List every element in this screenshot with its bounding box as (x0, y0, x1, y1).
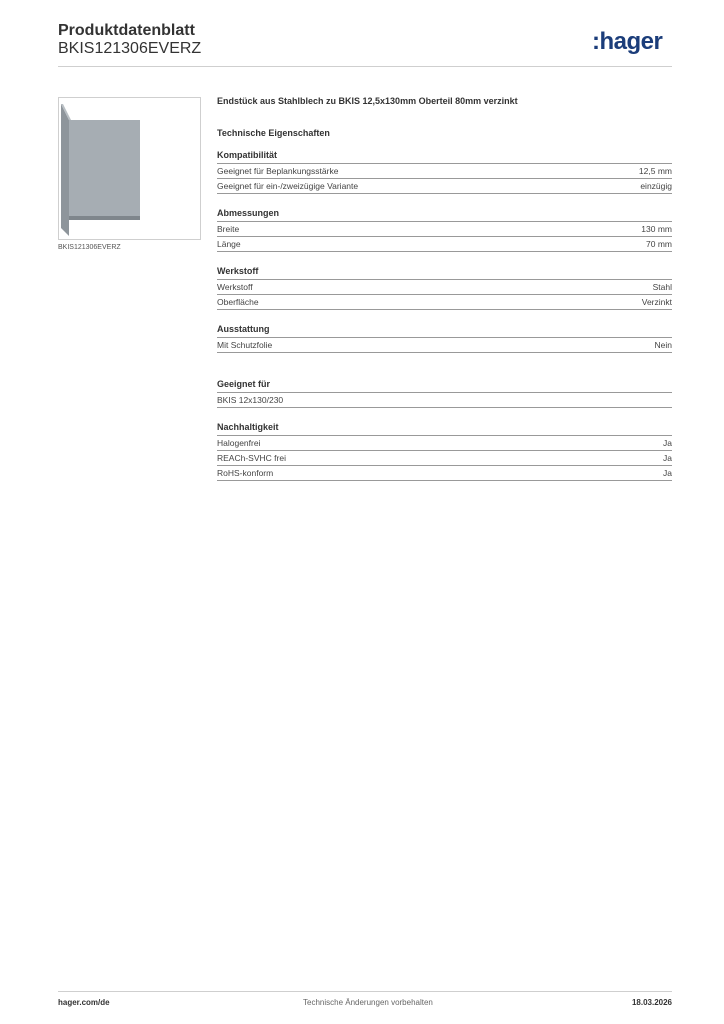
spec-row (217, 393, 672, 408)
spec-value: 12,5 mm (638, 166, 672, 176)
spec-label: Halogenfrei (217, 438, 261, 448)
spec-value: Stahl (652, 282, 672, 292)
spec-label: Breite (217, 224, 240, 234)
section-geeignet-fuer (217, 379, 672, 408)
product-side-face (61, 104, 69, 236)
spec-label: Mit Schutzfolie (217, 340, 273, 350)
section-title: Abmessungen (217, 208, 672, 222)
spec-value: Verzinkt (641, 297, 672, 307)
spec-row (217, 466, 672, 481)
spec-label: Geeignet für ein-/zweizügige Variante (217, 181, 359, 191)
footer-website[interactable]: hager.com/de (58, 998, 110, 1007)
spec-label: REACh-SVHC frei (217, 453, 286, 463)
spec-label: Werkstoff (217, 282, 253, 292)
spec-label: Geeignet für Beplankungsstärke (217, 166, 339, 176)
spec-value: einzügig (640, 181, 672, 191)
spec-row (217, 295, 672, 310)
spec-value: Ja (663, 453, 672, 463)
hager-logo: :hager (592, 28, 663, 55)
section-kompatibilitaet (217, 150, 672, 194)
product-front-face (69, 120, 140, 216)
footer-notice: Technische Änderungen vorbehalten (303, 998, 433, 1007)
section-werkstoff (217, 266, 672, 310)
spec-row (217, 179, 672, 194)
product-details (217, 96, 672, 495)
page-title: Produktdatenblatt (58, 22, 195, 39)
product-code: BKIS121306EVERZ (58, 40, 202, 57)
spec-row (217, 451, 672, 466)
footer-divider (58, 991, 672, 992)
spec-row (217, 338, 672, 353)
spec-row (217, 436, 672, 451)
section-title: Werkstoff (217, 266, 672, 280)
spec-value: 130 mm (641, 224, 672, 234)
spec-label: RoHS-konform (217, 468, 274, 478)
spec-label: Länge (217, 239, 241, 249)
image-caption: BKIS121306EVERZ (58, 244, 121, 251)
spec-row (217, 280, 672, 295)
section-title: Ausstattung (217, 324, 672, 338)
tech-heading: Technische Eigenschaften (217, 128, 330, 138)
section-nachhaltigkeit (217, 422, 672, 481)
product-bottom-edge (69, 216, 140, 220)
spec-value: Ja (663, 438, 672, 448)
header-divider (58, 66, 672, 67)
spec-row (217, 237, 672, 252)
spec-row (217, 222, 672, 237)
section-ausstattung (217, 324, 672, 353)
product-image (59, 98, 200, 239)
spec-row (217, 164, 672, 179)
product-description: Endstück aus Stahlblech zu BKIS 12,5x130mm Oberteil 80mm verzinkt (217, 96, 518, 106)
section-abmessungen (217, 208, 672, 252)
section-title: Geeignet für (217, 379, 672, 393)
product-image-frame (58, 97, 201, 240)
logo-text: hager (599, 28, 663, 55)
spec-label: Oberfläche (217, 297, 259, 307)
section-title: Kompatibilität (217, 150, 672, 164)
footer-date: 18.03.2026 (631, 998, 672, 1007)
spec-value: Ja (663, 468, 672, 478)
spec-label: BKIS 12x130/230 (217, 395, 284, 405)
section-title: Nachhaltigkeit (217, 422, 672, 436)
spec-value: Nein (654, 340, 672, 350)
spec-value: 70 mm (646, 239, 672, 249)
